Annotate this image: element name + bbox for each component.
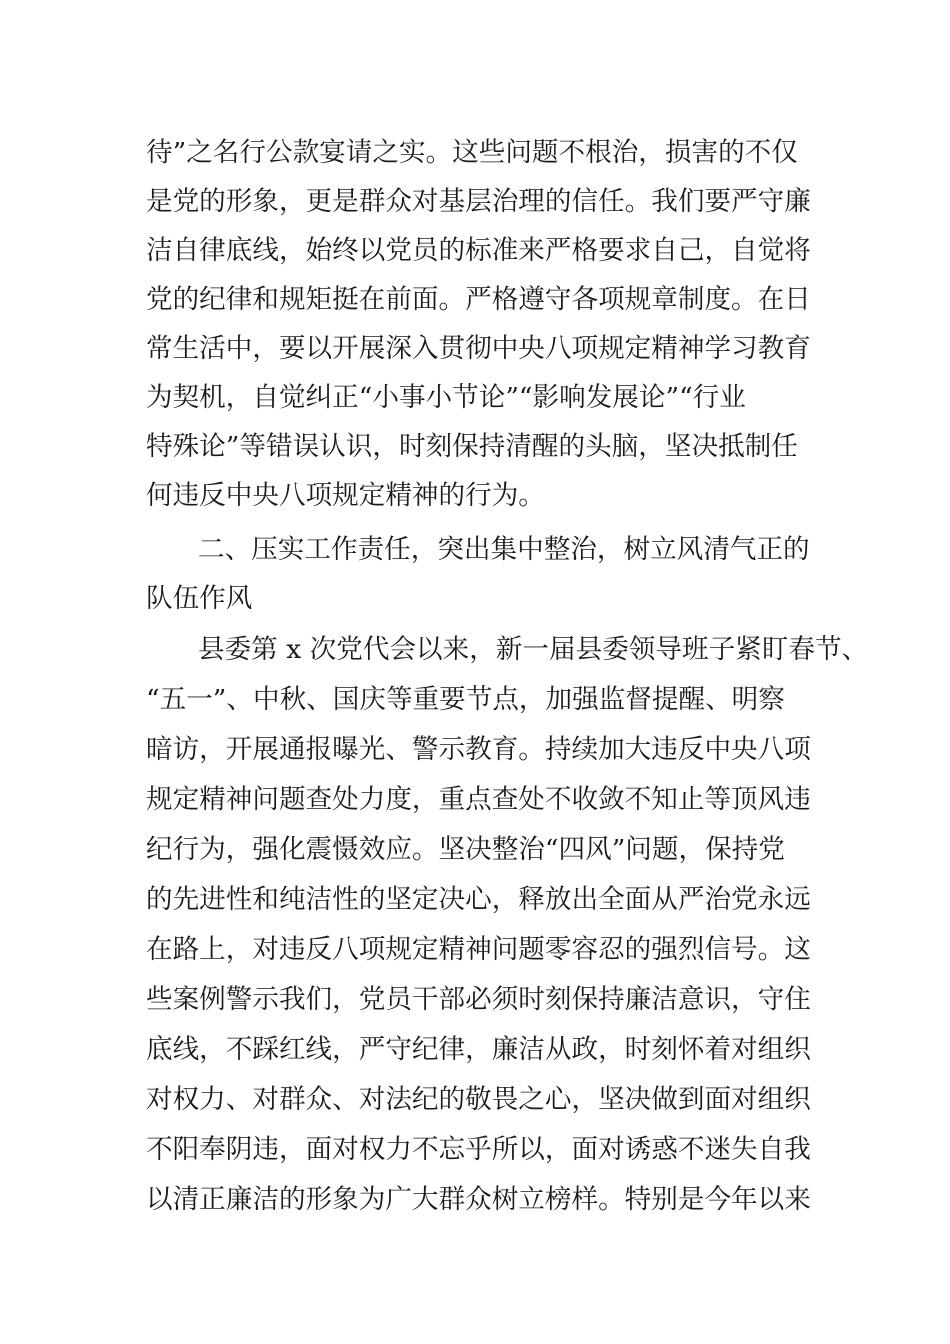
body-line-12: “五一”、中秋、国庆等重要节点，加强监督提醒、明察 <box>146 684 785 715</box>
body-line-7: 特殊论”等错误认识，时刻保持清醒的头脑，坚决抵制任 <box>146 431 798 462</box>
body-line-18: 些案例警示我们，党员干部必须时刻保持廉洁意识，守住 <box>146 984 811 1015</box>
body-line-4: 党的纪律和规矩挺在前面。严格遵守各项规章制度。在日 <box>146 284 811 315</box>
body-line-22: 以清正廉洁的形象为广大群众树立榜样。特别是今年以来 <box>146 1184 811 1215</box>
body-line-19: 底线，不踩红线，严守纪律，廉洁从政，时刻怀着对组织 <box>146 1034 811 1065</box>
body-line-16: 的先进性和纯洁性的坚定决心，释放出全面从严治党永远 <box>146 884 811 915</box>
body-line-20: 对权力、对群众、对法纪的敬畏之心，坚决做到面对组织 <box>146 1084 811 1115</box>
body-line-17: 在路上，对违反八项规定精神问题零容忍的强烈信号。这 <box>146 934 811 965</box>
body-line-2: 是党的形象，更是群众对基层治理的信任。我们要严守廉 <box>146 186 811 217</box>
body-line-15: 纪行为，强化震慑效应。坚决整治“四风”问题，保持党 <box>146 834 785 865</box>
section-heading-line-2: 队伍作风 <box>146 583 253 614</box>
body-line-11: 县委第 x 次党代会以来，新一届县委领导班子紧盯春节、 <box>198 634 869 665</box>
body-line-3: 洁自律底线，始终以党员的标准来严格要求自己，自觉将 <box>146 235 811 266</box>
body-line-8: 何违反中央八项规定精神的行为。 <box>146 480 545 511</box>
body-line-21: 不阳奉阴违，面对权力不忘乎所以，面对诱惑不迷失自我 <box>146 1134 811 1165</box>
body-line-5: 常生活中，要以开展深入贯彻中央八项规定精神学习教育 <box>146 333 811 364</box>
section-heading-line-1: 二、压实工作责任，突出集中整治，树立风清气正的 <box>198 534 810 565</box>
body-line-13: 暗访，开展通报曝光、警示教育。持续加大违反中央八项 <box>146 734 811 765</box>
body-line-1: 待”之名行公款宴请之实。这些问题不根治，损害的不仅 <box>146 137 798 168</box>
body-line-14: 规定精神问题查处力度，重点查处不收敛不知止等顶风违 <box>146 784 811 815</box>
body-line-6: 为契机，自觉纠正“小事小节论”“影响发展论”“行业 <box>146 382 746 413</box>
